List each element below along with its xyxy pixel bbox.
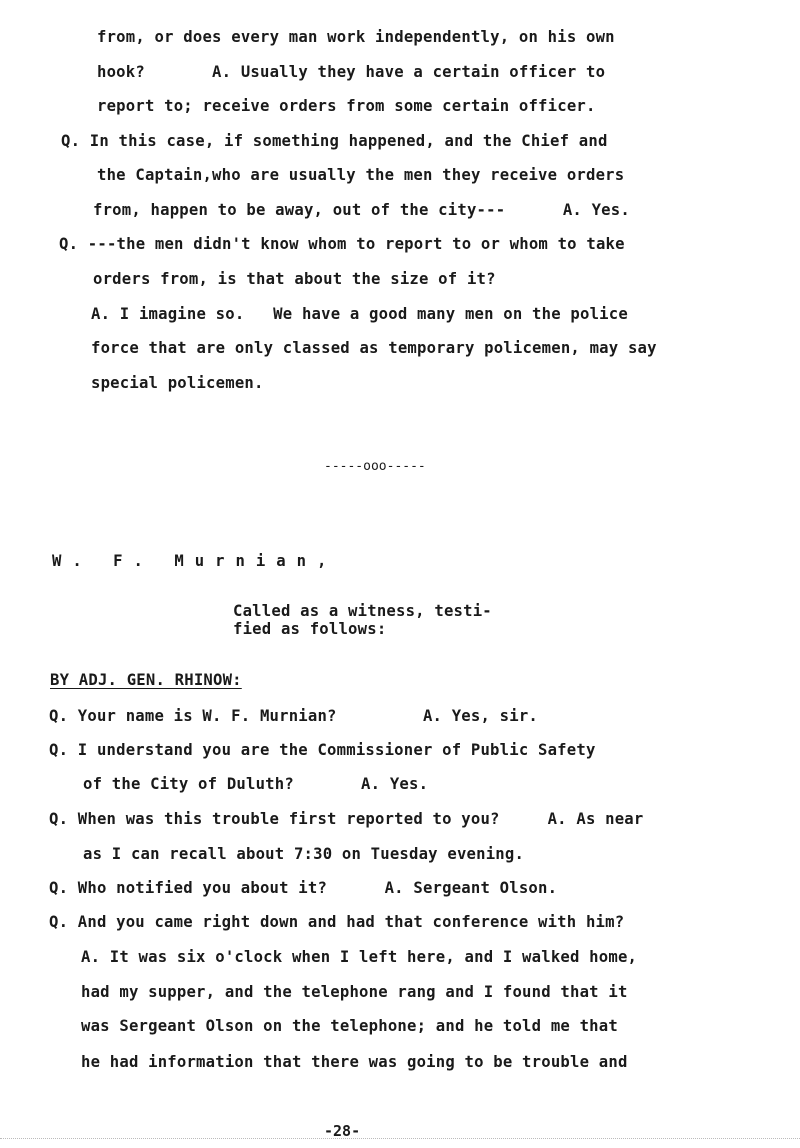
text-line: special policemen. (91, 374, 264, 392)
text-line: as I can recall about 7:30 on Tuesday evening. (83, 845, 525, 863)
text-line: report to; receive orders from some certain officer. (97, 97, 596, 115)
question-line: Q. ---the men didn't know whom to report to or whom to take (59, 235, 625, 253)
witness-name: W. F. Murnian, (52, 552, 338, 570)
text-line: was Sergeant Olson on the telephone; and he told me that (81, 1017, 618, 1035)
scan-edge-dots (0, 1138, 800, 1139)
text-line: orders from, is that about the size of it? (93, 270, 496, 288)
question-line: Q. Your name is W. F. Murnian? A. Yes, sir. (49, 707, 538, 725)
answer-line: A. It was six o'clock when I left here, and I walked home, (81, 948, 638, 966)
text-line: from, or does every man work independently, on his own (97, 28, 615, 46)
text-line: the Captain,who are usually the men they receive orders (97, 166, 625, 184)
examiner-heading: BY ADJ. GEN. RHINOW: (50, 671, 242, 689)
witness-intro-line-1: Called as a witness, testi- (233, 602, 492, 620)
question-line: Q. In this case, if something happened, and the Chief and (61, 132, 608, 150)
page-number: -28- (324, 1122, 361, 1140)
text-line: hook? A. Usually they have a certain officer to (97, 63, 606, 81)
text-line: of the City of Duluth? A. Yes. (83, 775, 429, 793)
answer-line: A. I imagine so. We have a good many men on the police (91, 305, 628, 323)
question-line: Q. And you came right down and had that conference with him? (49, 913, 625, 931)
text-line: force that are only classed as temporary policemen, may say (91, 339, 657, 357)
text-line: from, happen to be away, out of the city--- A. Yes. (93, 201, 630, 219)
text-line: he had information that there was going to be trouble and (81, 1053, 628, 1071)
question-line: Q. I understand you are the Commissioner of Public Safety (49, 741, 596, 759)
question-line: Q. Who notified you about it? A. Sergeant Olson. (49, 879, 558, 897)
question-line: Q. When was this trouble first reported to you? A. As near (49, 810, 644, 828)
witness-intro-line-2: fied as follows: (233, 620, 387, 638)
text-line: had my supper, and the telephone rang and I found that it (81, 983, 628, 1001)
section-separator: -----ooo----- (324, 459, 426, 474)
